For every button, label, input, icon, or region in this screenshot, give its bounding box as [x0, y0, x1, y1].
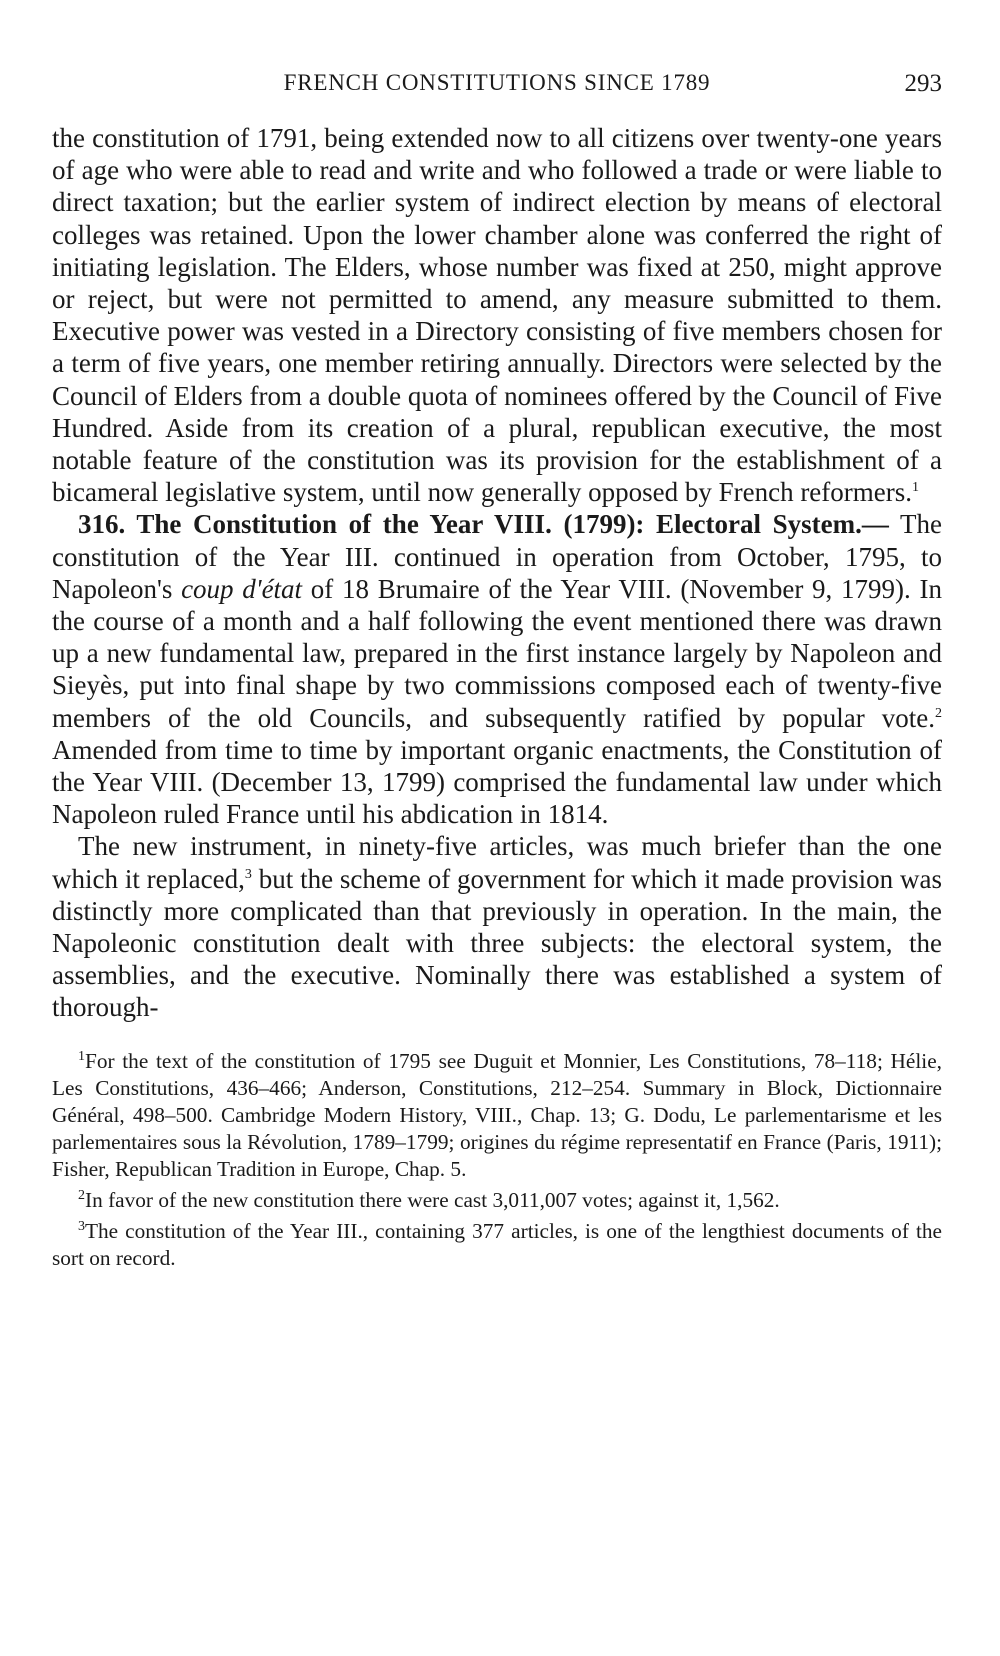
body-text [52, 122, 942, 1024]
footnote-mark: 2 [78, 1187, 85, 1203]
italic-phrase: coup d'état [181, 573, 303, 604]
footnote-reference: 1 [912, 480, 920, 496]
paragraph-text: Amended from time to time by important organic enactments, the Constitution of the Year VIII. (December 13, 1799) comprised the fundamental law under which Napoleon ruled France until his abdication in 1814. [52, 734, 942, 830]
footnote [52, 1218, 942, 1272]
footnote [52, 1048, 942, 1183]
paragraph-text: The new instrument, in ninety-five articles, was much briefer than the one which it replaced, [52, 831, 942, 894]
section-heading: 316. The Constitution of the Year VIII. (1799): Electoral System.— [78, 509, 889, 540]
section-paragraph [52, 508, 942, 830]
paragraph [52, 830, 942, 1023]
footnote-mark: 3 [78, 1218, 85, 1234]
paragraph-text: The constitution of the Year III. continued in operation from October, 1795, to Napoleon's [52, 509, 942, 604]
footnote-separator [52, 1024, 942, 1048]
footnotes [52, 1048, 942, 1272]
paragraph-text: of 18 Brumaire of the Year VIII. (November 9, 1799). In the course of a month and a half following the event mentioned there was drawn up a new fundamental law, prepared in the first instance largely by Napoleon and Sieyès, put into final shape by two commissions composed each of twenty-five members of the old Councils, and subsequently ratified by popular vote. [52, 573, 942, 733]
running-header [52, 70, 942, 110]
footnote-mark: 1 [78, 1048, 85, 1064]
page-number: 293 [904, 70, 942, 97]
footnote [52, 1187, 942, 1214]
running-title: FRENCH CONSTITUTIONS SINCE 1789 [283, 70, 711, 95]
footnote-text: The constitution of the Year III., containing 377 articles, is one of the lengthiest documents of the sort on record. [52, 1218, 942, 1270]
paragraph-text: but the scheme of government for which it made provision was distinctly more complicated than that previously in operation. In the main, the Napoleonic constitution dealt with three subjects: the electoral system, the assemblies, and the executive. Nominally there was established a system of thorough- [52, 863, 942, 1023]
book-page [52, 70, 942, 1272]
footnote-reference: 3 [244, 866, 252, 882]
footnote-text: In favor of the new constitution there were cast 3,011,007 votes; against it, 1,562. [85, 1187, 780, 1212]
paragraph-text: the constitution of 1791, being extended now to all citizens over twenty-one years of age who were able to read and write and who followed a trade or were liable to direct taxation; but the earlier system of indirect election by means of electoral colleges was retained. Upon the lower chamber alone was conferred the right of initiating legislation. The Elders, whose number was fixed at 250, might approve or reject, but were not permitted to amend, any measure submitted to them. Executive power was vested in a Directory consisting of five members chosen for a term of five years, one member retiring annually. Directors were selected by the Council of Elders from a double quota of nominees offered by the Council of Five Hundred. Aside from its creation of a plural, republican executive, the most notable feature of the constitution was its provision for the establishment of a bicameral legislative system, until now generally opposed by French reformers. [52, 123, 942, 508]
paragraph-continuation [52, 122, 942, 508]
footnote-reference: 2 [935, 705, 942, 721]
footnote-text: For the text of the constitution of 1795 see Duguit et Monnier, Les Constitutions, 78–118; Hélie, Les Constitutions, 436–466; Anderson, Constitutions, 212–254. Summary in Block, Dictionnaire Général, 498–500. Cambridge Modern History, VIII., Chap. 13; G. Dodu, Le parlementarisme et les parlementaires sous la Révolution, 1789–1799; origines du régime representatif en France (Paris, 1911); Fisher, Republican Tradition in Europe, Chap. 5. [52, 1048, 942, 1181]
